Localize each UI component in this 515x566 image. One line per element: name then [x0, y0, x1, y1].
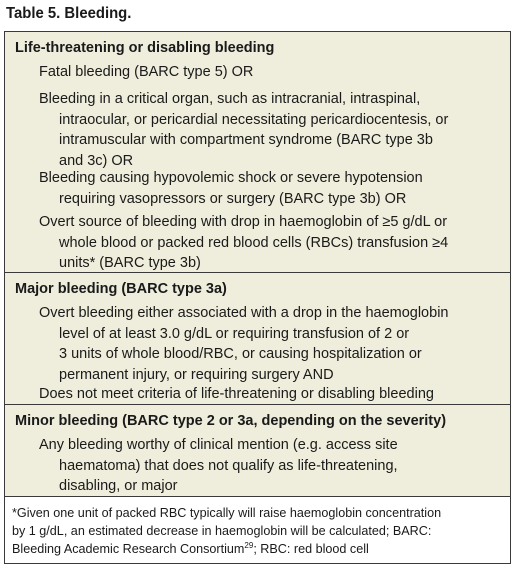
list-item: Fatal bleeding (BARC type 5) OR [39, 64, 254, 80]
list-item: Does not meet criteria of life-threatening or disabling bleeding [39, 386, 434, 402]
bleeding-table [4, 31, 511, 564]
section-heading: Life-threatening or disabling bleeding [15, 40, 275, 56]
table-footnote: *Given one unit of packed RBC typically will raise haemoglobin concentration by 1 g/dL, an estimated decrease in haemoglobin will be calculated; BARC: Bleeding Academic Research Consortium$^{29}$; RBC: red blood cell [12, 506, 442, 556]
section-heading: Major bleeding (BARC type 3a) [15, 281, 227, 297]
list-item: Bleeding causing hypovolemic shock or severe hypotension requiring vasopressors or surgery (BARC type 3b) OR [39, 170, 423, 207]
list-item: Any bleeding worthy of clinical mention (e.g. access site haematoma) that does not qualify as life-threatening, disabling, or major [39, 437, 398, 494]
section-life-threatening [5, 32, 510, 273]
section-heading: Minor bleeding (BARC type 2 or 3a, depending on the severity) [15, 413, 447, 429]
list-item: Overt source of bleeding with drop in haemoglobin of ≥5 g/dL or whole blood or packed red blood cells (RBCs) transfusion ≥4 units* (BARC type 3b) [39, 214, 449, 271]
section-major [5, 273, 510, 405]
table-title: Table 5. Bleeding. [6, 5, 132, 22]
section-minor [5, 405, 510, 497]
list-item: Overt bleeding either associated with a drop in the haemoglobin level of at least 3.0 g/dL or requiring transfusion of 2 or 3 units of whole blood/RBC, or causing hospitalization or permanent injury, or requiring surgery AND [39, 305, 449, 383]
list-item: Bleeding in a critical organ, such as intracranial, intraspinal, intraocular, or pericardial necessitating pericardiocentesis, or intramuscular with compartment syndrome (BARC type 3b and 3c) OR [39, 91, 449, 169]
